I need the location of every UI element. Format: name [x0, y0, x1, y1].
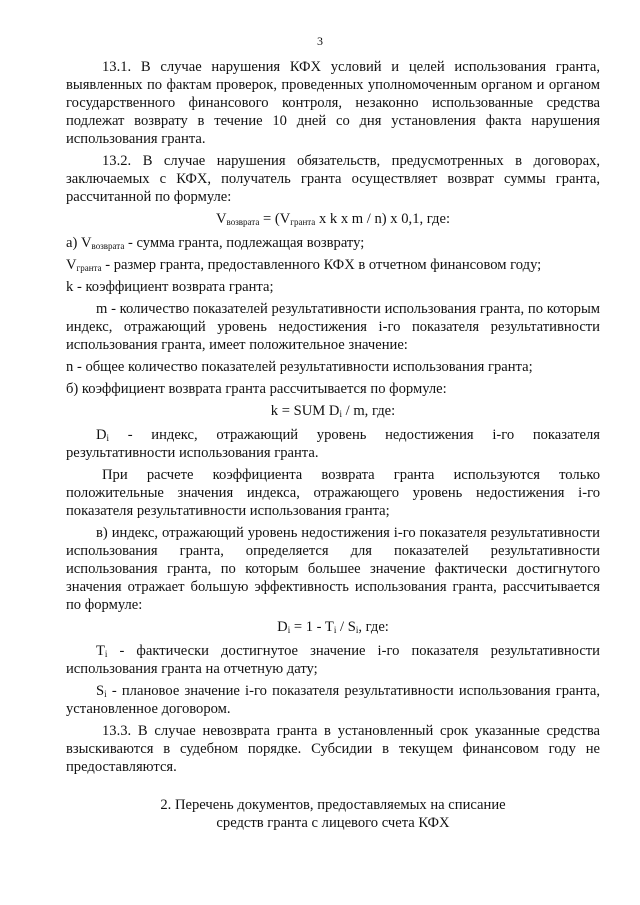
definition-text: - сумма гранта, подлежащая возврату; [124, 235, 365, 251]
definition-text: - размер гранта, предоставленного КФХ в отчетном финансовом году; [101, 257, 542, 273]
formula-text: / S [336, 619, 356, 635]
definition-ti [66, 642, 600, 678]
page-number: 3 [317, 34, 323, 48]
paragraph-13-2: 13.2. В случае нарушения обязательств, предусмотренных в договорах, заключаемых с КФХ, получатель гранта осуществляет возврат суммы гранта, рассчитанной по формуле: [66, 153, 600, 205]
formula-text: V [215, 211, 227, 227]
paragraph-13-1: 13.1. В случае нарушения КФХ условий и целей использования гранта, выявленных по фактам проверок, проведенных уполномоченным органом и органом государственного финансового контроля, незаконно использованные средства подлежат возврату в течение 10 дней со дня установления факта нарушения использования гранта. [66, 59, 600, 147]
definition-n: n - общее количество показателей результативности использования гранта; [66, 359, 533, 375]
definition-text: - плановое значение i-го показателя результативности использования гранта, установленное договором. [66, 683, 600, 717]
formula-subscript: i [339, 409, 342, 419]
section-title-line: 2. Перечень документов, предоставляемых на списание [160, 797, 506, 813]
definition-text: - фактически достигнутое значение i-го показателя результативности использования гранта на отчетную дату; [66, 643, 600, 677]
definition-subscript: гранта [76, 263, 102, 273]
definition-symbol: T [96, 643, 105, 659]
formula-text: x k x m / n) x 0,1, где: [315, 211, 451, 227]
paragraph-v: в) индекс, отражающий уровень недостижения i-го показателя результативности использования гранта, определяется для показателей результативности использования гранта, по которым большее значение фактически достигнутого значения отражает большую эффективность использования гранта, рассчитывается по формуле: [66, 525, 600, 613]
formula-coefficient [66, 402, 600, 420]
definition-symbol: а) V [66, 235, 92, 251]
formula-text: = (V [259, 211, 291, 227]
formula-text: D [277, 619, 288, 635]
paragraph-calc-note: При расчете коэффициента возврата гранта используются только положительные значения индекса, отражающего уровень недостижения i-го показателя результативности использования гранта; [66, 467, 600, 519]
document-body [66, 58, 600, 832]
definition-subscript: i [104, 649, 108, 659]
definition-v-granta [66, 256, 600, 274]
definition-symbol: D [96, 427, 107, 443]
formula-subscript: i [287, 625, 291, 635]
formula-text: , где: [358, 619, 389, 635]
section-title [66, 796, 600, 832]
formula-subscript: возврата [226, 217, 260, 227]
formula-subscript: i [333, 625, 337, 635]
definition-symbol: V [66, 257, 77, 273]
definition-k: k - коэффициент возврата гранта; [66, 279, 274, 295]
definition-a [66, 234, 600, 252]
section-title-line: средств гранта с лицевого счета КФХ [216, 815, 450, 831]
formula-return-amount [66, 210, 600, 228]
definition-di [66, 426, 600, 462]
definition-si [66, 682, 600, 718]
paragraph-13-3: 13.3. В случае невозврата гранта в установленный срок указанные средства взыскиваются в судебном порядке. Субсидии в текущем финансовом году не предоставляются. [66, 723, 600, 775]
formula-text: k = SUM D [270, 403, 340, 419]
definition-b: б) коэффициент возврата гранта рассчитывается по формуле: [66, 381, 447, 397]
definition-subscript: i [104, 689, 107, 699]
formula-subscript: гранта [290, 217, 316, 227]
definition-subscript: возврата [91, 241, 125, 251]
formula-text: = 1 - T [290, 619, 334, 635]
definition-subscript: i [106, 433, 110, 443]
definition-symbol: S [96, 683, 105, 699]
definition-text: - индекс, отражающий уровень недостижения i-го показателя результативности использования гранта. [66, 427, 600, 461]
formula-subscript: i [355, 625, 359, 635]
formula-text: / m, где: [341, 403, 396, 419]
definition-m: m - количество показателей результативности использования гранта, по которым индекс, отражающий уровень недостижения i-го показателя результативности использования гранта, имеет положительное значение: [66, 301, 600, 353]
formula-index [66, 618, 600, 636]
